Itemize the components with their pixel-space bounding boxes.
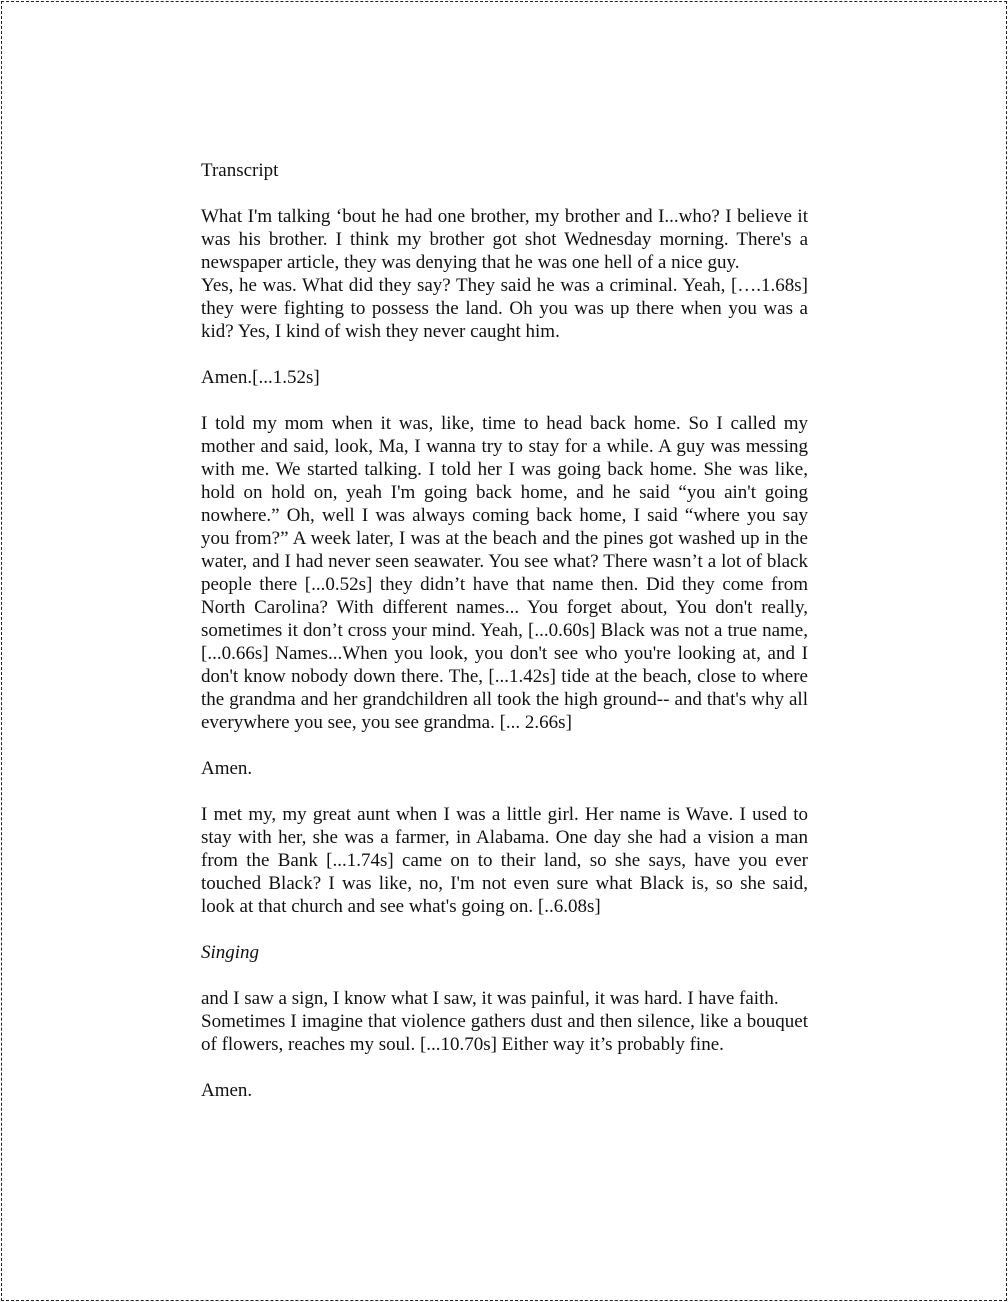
transcript-paragraph-7 — [201, 987, 808, 1056]
paragraph-7-part-2: Sometimes I imagine that violence gathers dust and then silence, like a bouquet of flowers, reaches my soul. [...10.70s] Either way it’s probably fine. — [201, 1011, 808, 1055]
transcript-body — [201, 159, 808, 1125]
document-page — [1, 1, 1007, 1301]
transcript-paragraph-5: I met my, my great aunt when I was a little girl. Her name is Wave. I used to stay with her, she was a farmer, in Alabama. One day she had a vision a man from the Bank [...1.74s] came on to their land, so she says, have you ever touched Black? I was like, no, I'm not even sure what Black is, so she said, look at that church and see what's going on. [..6.08s] — [201, 804, 808, 917]
transcript-paragraph-8: Amen. — [201, 1080, 253, 1101]
paragraph-7-part-1: and I saw a sign, I know what I saw, it was painful, it was hard. I have faith. — [201, 988, 779, 1009]
transcript-paragraph-1 — [201, 205, 808, 343]
singing-note: Singing — [201, 942, 260, 963]
transcript-paragraph-2: Amen.[...1.52s] — [201, 367, 320, 388]
paragraph-1-part-1: What I'm talking ‘bout he had one brother, my brother and I...who? I believe it was his brother. I think my brother got shot Wednesday morning. There's a newspaper article, they was denying that he was one hell of a nice guy. — [201, 206, 808, 273]
paragraph-1-part-2: Yes, he was. What did they say? They said he was a criminal. Yeah, [….1.68s] they were fighting to possess the land. Oh you was up there when you was a kid? Yes, I kind of wish they never caught him. — [201, 275, 808, 342]
transcript-paragraph-4: Amen. — [201, 758, 253, 779]
transcript-paragraph-3: I told my mom when it was, like, time to head back home. So I called my mother and said, look, Ma, I wanna try to stay for a while. A guy was messing with me. We started talking. I told her I was going back home. She was like, hold on hold on, yeah I'm going back home, and he said “you ain't going nowhere.” Oh, well I was always coming back home, I said “where you say you from?” A week later, I was at the beach and the pines got washed up in the water, and I had never seen seawater. You see what? There wasn’t a lot of black people there [...0.52s] they didn’t have that name then. Did they come from North Carolina? With different names... You forget about, You don't really, sometimes it don’t cross your mind. Yeah, [...0.60s] Black was not a true name, [...0.66s] Names...When you look, you don't see who you're looking at, and I don't know nobody down there. The, [...1.42s] tide at the beach, close to where the grandma and her grandchildren all took the high ground-- and that's why all everywhere you see, you see grandma. [... 2.66s] — [201, 413, 808, 733]
document-heading: Transcript — [201, 160, 279, 181]
